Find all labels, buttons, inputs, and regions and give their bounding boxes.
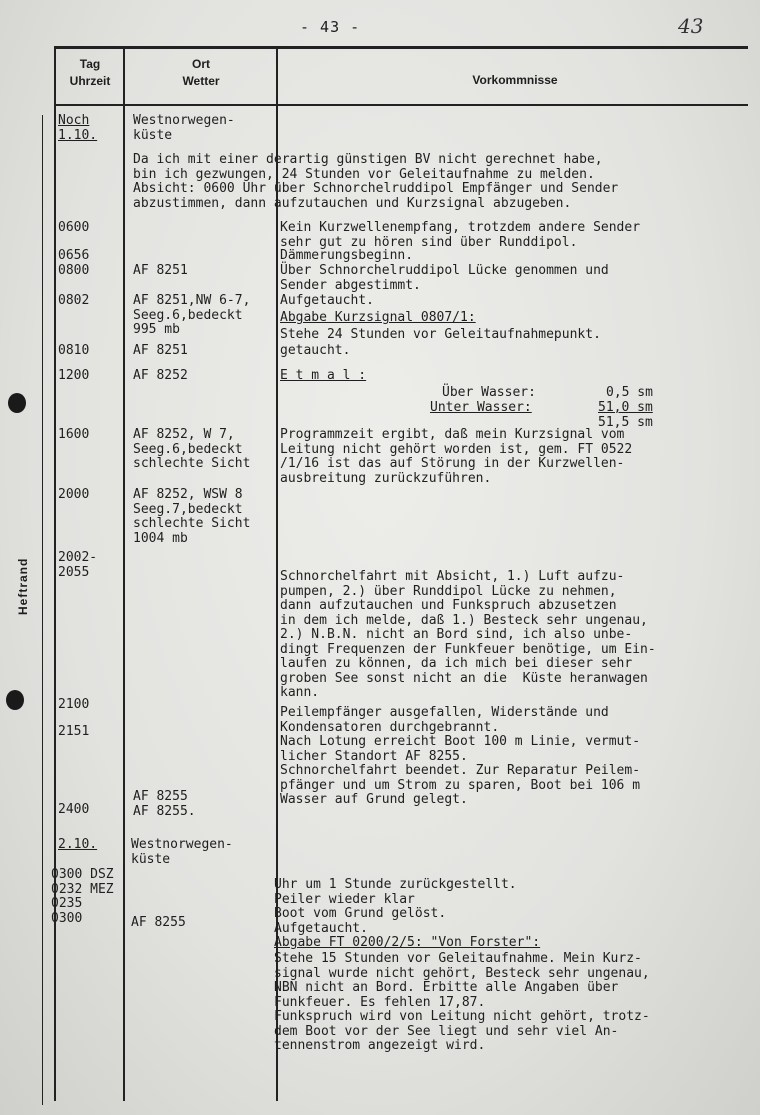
location-west-norway-2: Westnorwegen- küste (131, 837, 233, 867)
entry-0802-signal: Abgabe Kurzsignal 0807/1: (280, 310, 476, 325)
time-0300-block: 0300 DSZ 0232 MEZ 0235 0300 (51, 867, 114, 926)
location-0802: AF 8251,NW 6-7, Seeg.6,bedeckt 995 mb (133, 293, 251, 337)
column-rule-1 (123, 46, 125, 1101)
time-0810: 0810 (58, 343, 90, 358)
time-0800: 0800 (58, 263, 90, 278)
entry-2151: Nach Lotung erreicht Boot 100 m Linie, vermut- licher Standort AF 8255. Schnorchelfahrt beendet. Zur Reparatur Peilem- pfänger und um Strom zu sparen, Boot bei 106 m Wasser auf Grund gelegt. (280, 734, 641, 807)
location-west-norway: Westnorwegen- küste (133, 113, 235, 143)
entry-2100: Peilempfänger ausgefallen, Widerstände und Kondensatoren durchgebrannt. (280, 705, 609, 735)
entry-0300-actions: Uhr um 1 Stunde zurückgestellt. Peiler wieder klar Boot vom Grund gelöst. Aufgetaucht. (274, 877, 517, 936)
time-2100: 2100 (58, 697, 90, 712)
handwritten-page-number: 43 (678, 14, 704, 38)
punch-hole-icon (8, 393, 26, 413)
entry-0810: getaucht. (280, 343, 351, 358)
entry-1600: Programmzeit ergibt, daß mein Kurzsignal vom Leitung nicht gehört worden ist, gem. FT 0522 /1/16 ist das auf Störung in der Kurzwellen- ausbreitung zurückzuführen. (280, 427, 633, 486)
etmal-total-value: 51,5 sm (598, 415, 653, 430)
time-2002-2055: 2002- 2055 (58, 550, 98, 580)
time-0802: 0802 (58, 293, 90, 308)
entry-0802-surfaced: Aufgetaucht. (280, 293, 374, 308)
entry-0800: Über Schnorchelruddipol Lücke genommen und Sender abgestimmt. (280, 263, 609, 293)
location-0810: AF 8251 (133, 343, 188, 358)
table-top-rule (54, 46, 748, 49)
entry-0300-message: Stehe 15 Stunden vor Geleitaufnahme. Mein Kurz- signal wurde nicht gehört, Besteck sehr ungenau, NBN nicht an Bord. Erbitte alle Angaben über Funkfeuer. Es fehlen 17,87. Funkspruch wird von Leitung nicht gehört, trotz- dem Boot vor der See liegt und sehr viel An- tennenstrom angezeigt wird. (274, 951, 650, 1053)
page-number: - 43 - (300, 18, 361, 36)
header-location-weather: Ort Wetter (182, 57, 220, 88)
date-noch-1-10: Noch 1.10. (58, 113, 98, 143)
entry-0600: Kein Kurzwellenempfang, trotzdem andere Sender sehr gut zu hören sind über Runddipol. (280, 220, 641, 250)
location-2400: AF 8255 AF 8255. (133, 789, 196, 819)
entry-paragraph-1: Da ich mit einer derartig günstigen BV nicht gerechnet habe, bin ich gezwungen, 24 Stunden vor Geleitaufnahme zu melden. Absicht: 0600 Uhr über Schnorchelruddipol Empfänger und Sender abzustimmen, dann aufzutauchen und Kurzsignal abzugeben. (133, 152, 619, 211)
etmal-surface-value: 0,5 sm (606, 385, 653, 400)
punch-hole-icon (6, 690, 24, 710)
header-date-time: Tag Uhrzeit (69, 57, 111, 88)
time-1200: 1200 (58, 368, 90, 383)
entry-etmal: E t m a l : (280, 368, 367, 383)
time-2400: 2400 (58, 802, 90, 817)
etmal-submerged-value: 51,0 sm (598, 400, 653, 415)
etmal-surface-label: Über Wasser: (442, 385, 536, 400)
time-2000: 2000 (58, 487, 90, 502)
time-2151: 2151 (58, 724, 90, 739)
time-0600: 0600 (58, 220, 90, 235)
margin-rule (42, 115, 43, 1105)
location-0800: AF 8251 (133, 263, 188, 278)
table-header-rule (54, 104, 748, 106)
time-1600: 1600 (58, 427, 90, 442)
etmal-submerged-label: Unter Wasser: (430, 400, 532, 415)
time-0656: 0656 (58, 248, 90, 263)
location-2000: AF 8252, WSW 8 Seeg.7,bedeckt schlechte Sicht 1004 mb (133, 487, 251, 546)
table-left-rule (54, 46, 56, 1101)
location-0300: AF 8255 (131, 915, 186, 930)
margin-label: Heftrand (16, 557, 30, 615)
entry-0300-ft: Abgabe FT 0200/2/5: "Von Forster": (274, 935, 541, 950)
date-2-10: 2.10. (58, 837, 98, 852)
entry-0656: Dämmerungsbeginn. (280, 248, 414, 263)
location-1200: AF 8252 (133, 368, 188, 383)
entry-snorkel-run: Schnorchelfahrt mit Absicht, 1.) Luft aufzu- pumpen, 2.) über Runddipol Lücke zu nehmen, dann aufzutauchen und Funkspruch abzusetzen in dem ich melde, daß 1.) Besteck sehr ungenau, 2.) N.B.N. nicht an Bord sind, ich also unbe- dingt Frequenzen der Funkfeuer benötige, um Ein- laufen zu können, da ich mich bei dieser sehr groben See sonst nicht an die Küste heranwagen kann. (280, 569, 656, 700)
header-events: Vorkommnisse (472, 73, 558, 87)
location-1600: AF 8252, W 7, Seeg.6,bedeckt schlechte Sicht (133, 427, 251, 471)
entry-0802-message: Stehe 24 Stunden vor Geleitaufnahmepunkt. (280, 327, 601, 342)
